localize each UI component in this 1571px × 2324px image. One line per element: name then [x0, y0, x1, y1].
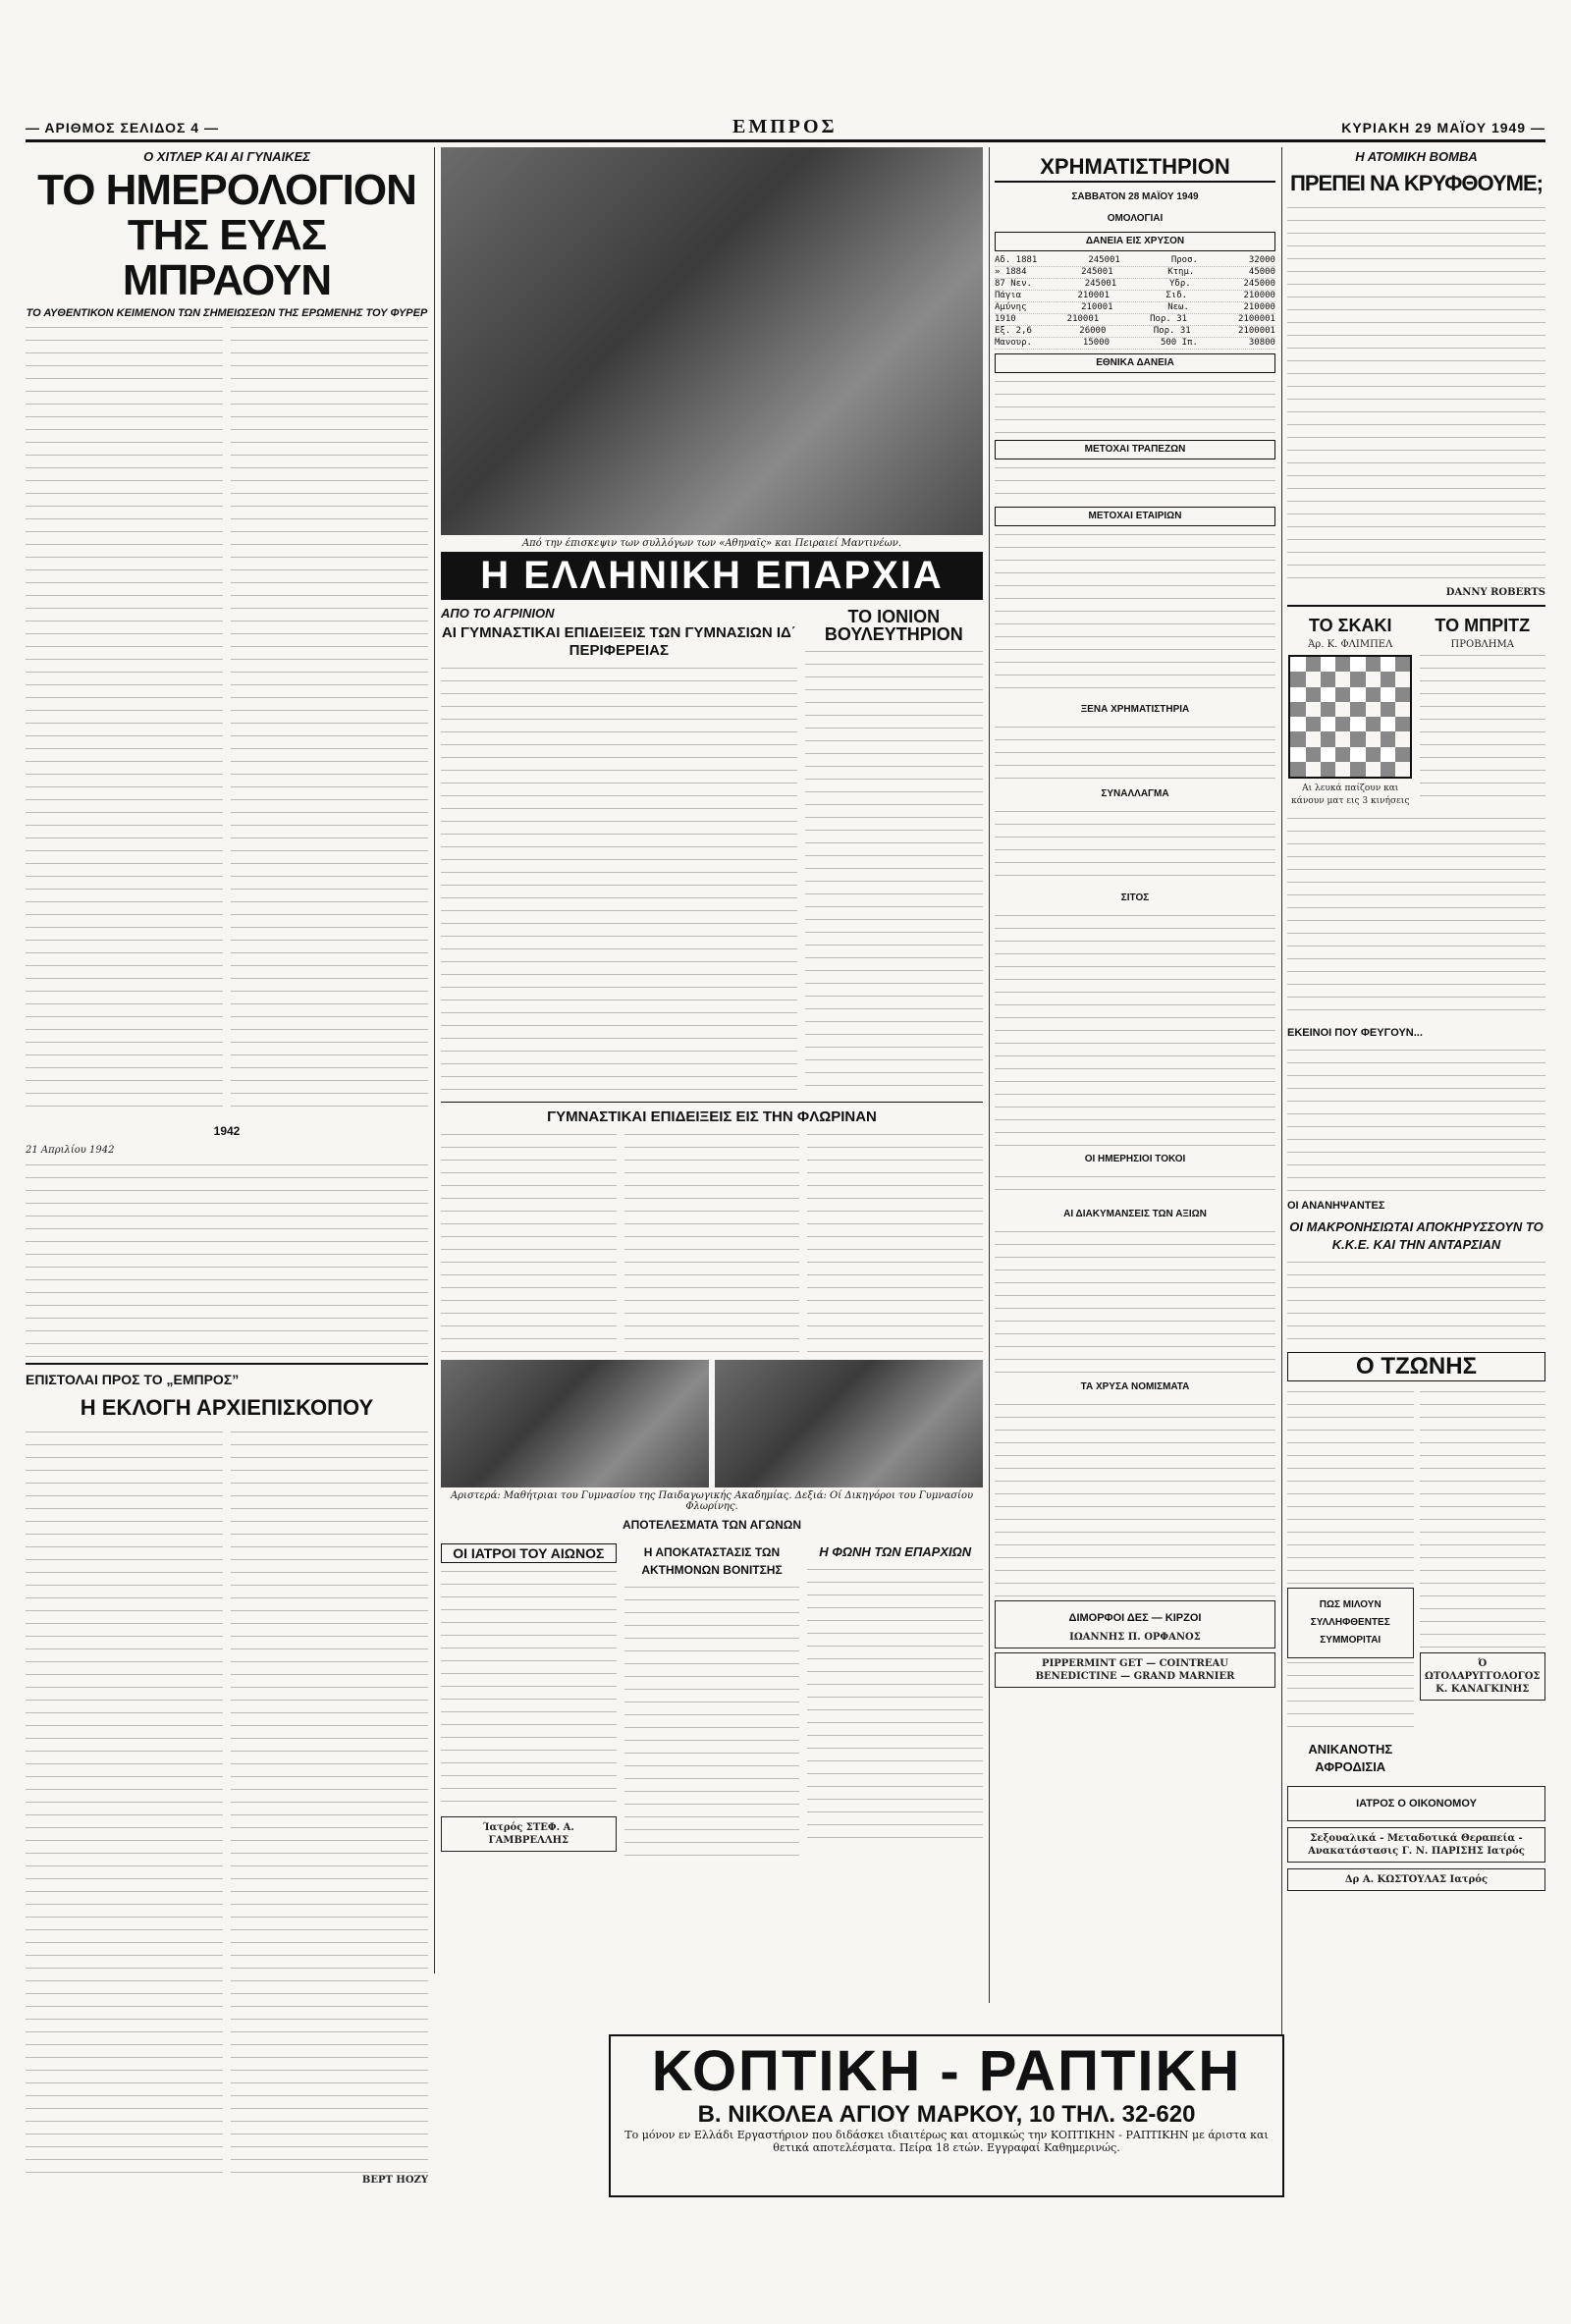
section-banner: Η ΕΛΛΗΝΙΚΗ ΕΠΑΡΧΙΑ: [441, 552, 983, 600]
bonds-heading: ΟΜΟΛΟΓΙΑΙ: [1107, 213, 1164, 224]
text-block: [1287, 1046, 1545, 1193]
photo-caption: Αριστερά: Μαθήτριαι του Γυμνασίου της Παιδαγωγικής Ακαδημίας. Δεξιά: Οί Δικηγόροι του Γυμνασίου Φλωρίνης.: [450, 1490, 974, 1512]
doctors-headline: ΟΙ ΙΑΤΡΟΙ ΤΟΥ ΑΙΩΝΟΣ: [441, 1543, 617, 1563]
article-headline: ΠΡΕΠΕΙ ΝΑ ΚΡΥΦΘΟΥΜΕ;: [1290, 171, 1543, 195]
chess-board: [1288, 655, 1412, 779]
agrinio-headline: ΑΙ ΓΥΜΝΑΣΤΙΚΑΙ ΕΠΙΔΕΙΞΕΙΣ ΤΩΝ ΓΥΜΝΑΣΙΩΝ ΙΔ΄ ΠΕΡΙΦΕΡΕΙΑΣ: [441, 624, 796, 659]
text-block: [1287, 1387, 1414, 1584]
text-block: [995, 1400, 1275, 1596]
page-number: — ΑΡΙΘΜΟΣ ΣΕΛΙΔΟΣ 4 —: [26, 120, 219, 135]
text-block: [995, 723, 1275, 782]
text-block: [807, 1565, 983, 1850]
text-block: [995, 911, 1275, 1147]
chess-author: Άρ. Κ. ΦΛΙΜΠΕΛ: [1308, 639, 1393, 650]
text-block: [26, 1161, 428, 1357]
photo-caption: Από την έπισκεψιν των συλλόγων των «Αθηναϊς» και Πειραιεί Μαντινέων.: [521, 538, 902, 549]
students-photo: [715, 1360, 983, 1487]
text-column: [26, 323, 223, 1118]
letters-headline: Η ΕΚΛΟΓΗ ΑΡΧΙΕΠΙΣΚΟΠΟΥ: [80, 1395, 374, 1420]
text-block: [995, 807, 1275, 886]
provinces-voice-headline: Η ΦΩΝΗ ΤΩΝ ΕΠΑΡΧΙΩΝ: [819, 1544, 972, 1559]
table-row: Εξ. 2,6 26000 Πορ. 31 2100001: [995, 326, 1275, 336]
doctor-ad-text: Ίατρός ΣΤΕΦ. Α. ΓΑΜΒΡΕΛΛΗΣ: [482, 1822, 574, 1846]
table-row: » 1884 245001 Κτημ. 45000: [995, 267, 1275, 277]
column-rule: [1281, 147, 1282, 2160]
arrested-box: [1287, 1588, 1414, 1658]
group-photo: [441, 147, 983, 535]
table-row: Αδ. 1881 245001 Προσ. 32000: [995, 255, 1275, 265]
ionian-headline: ΤΟ ΙΟΝΙΟΝ ΒΟΥΛΕΥΤΗΡΙΟΝ: [824, 607, 963, 644]
text-column: [231, 323, 428, 1118]
text-block: [807, 1130, 983, 1356]
province-top: [441, 604, 983, 1096]
bridge-title: ΤΟ ΜΠΡΙΤΖ: [1435, 616, 1531, 635]
letters-body: [26, 1428, 428, 2174]
kostoulas-ad-text: Δρ Α. ΚΩΣΤΟΥΛΑΣ Ιατρός: [1344, 1874, 1489, 1885]
games-row: [1287, 613, 1545, 808]
article-body: [26, 323, 428, 1118]
text-block: [1420, 1387, 1546, 1652]
gold-coins-heading: ΤΑ ΧΡΥΣΑ ΝΟΜΙΣΜΑΤΑ: [1080, 1381, 1190, 1392]
economou-ad: [1287, 1786, 1545, 1821]
signature: ΒΕΡΤ ΗΟΖΥ: [361, 2175, 428, 2186]
article-headline: ΤΟ ΗΜΕΡΟΛΟΓΙΟΝ ΤΗΣ ΕΥΑΣ ΜΠΡΑΟΥΝ: [37, 166, 416, 304]
doctor-ad-2-name: ΙΩΑΝΝΗΣ Π. ΟΡΦΑΝΟΣ: [1069, 1632, 1201, 1643]
vonitsa-article: [624, 1540, 800, 1858]
company-shares-heading: ΜΕΤΟΧΑΙ ΕΤΑΙΡΙΩΝ: [995, 507, 1275, 526]
text-block: [1287, 1258, 1545, 1346]
exchange-title: ΧΡΗΜΑΤΙΣΤΗΡΙΟΝ: [995, 153, 1275, 183]
ent-doctor-ad: [1420, 1652, 1546, 1701]
text-block: [995, 1172, 1275, 1202]
chess-title: ΤΟ ΣΚΑΚΙ: [1309, 616, 1392, 635]
table-block: [995, 530, 1275, 697]
ionian-article: [805, 604, 983, 1096]
table-block: [995, 377, 1275, 436]
tailoring-ad-address: Β. ΝΙΚΟΛΕΑ ΑΓΙΟΥ ΜΑΡΚΟΥ, 10 ΤΗΛ. 32-620: [697, 2101, 1196, 2128]
arrested-box-title: ΠΩΣ ΜΙΛΟΥΝ ΣΥΛΛΗΦΘΕΝΤΕΣ ΣΥΜΜΟΡΙΤΑΙ: [1310, 1599, 1390, 1646]
dateline: 1942: [213, 1124, 241, 1138]
national-loans-heading: ΕΘΝΙΚΑ ΔΑΝΕΙΑ: [995, 353, 1275, 373]
bridge-section: [1420, 613, 1546, 808]
doctor-ad-2-title: ΔΙΜΟΡΦΟΙ ΔΕΣ — ΚΙΡΖΟΙ: [1068, 1612, 1202, 1624]
florina-row: [441, 1130, 983, 1356]
table-row: 1910 210001 Πορ. 31 2100001: [995, 314, 1275, 324]
section-label: ΑΠΟ ΤΟ ΑΓΡΙΝΙΟΝ: [441, 606, 555, 621]
dateline-2: 21 Απριλίου 1942: [26, 1145, 115, 1156]
vonitsa-headline: Η ΑΠΟΚΑΤΑΣΤΑΣΙΣ ΤΩΝ ΑΚΤΗΜΟΝΩΝ ΒΟΝΙΤΣΗΣ: [641, 1545, 783, 1577]
provinces-voice-article: [807, 1540, 983, 1858]
daily-interest-heading: ΟΙ ΗΜΕΡΗΣΙΟΙ ΤΟΚΟΙ: [1084, 1154, 1186, 1164]
column-greek-province: [441, 147, 983, 2189]
letters-section-title: ΕΠΙΣΤΟΛΑΙ ΠΡΟΣ ΤΟ „ΕΜΠΡΟΣ”: [26, 1372, 240, 1387]
text-block: [624, 1130, 800, 1356]
text-block: [441, 1130, 617, 1356]
table-block: [995, 463, 1275, 503]
bridge-diagram: [1420, 651, 1546, 798]
results-headline: ΑΠΟΤΕΛΕΣΜΑΤΑ ΤΩΝ ΑΓΩΝΩΝ: [622, 1518, 802, 1532]
text-block: [624, 1583, 800, 1858]
departing-heading: ΕΚΕΙΝΟΙ ΠΟΥ ΦΕΥΓΟΥΝ...: [1287, 1027, 1423, 1039]
article-kicker: Ο ΧΙΤΛΕΡ ΚΑΙ ΑΙ ΓΥΝΑΙΚΕΣ: [143, 149, 310, 164]
agrinio-article: [441, 604, 797, 1096]
liqueur-ad-text: PIPPERMINT GET — COINTREAU BENEDICTINE — GRAND MARNIER: [1035, 1658, 1235, 1682]
table-row: Μανουρ. 15000 500 Ιπ. 30800: [995, 338, 1275, 348]
column-rule: [989, 147, 990, 2003]
foreign-exchanges-heading: ΞΕΝΑ ΧΡΗΜΑΤΙΣΤΗΡΙΑ: [1080, 704, 1190, 715]
liqueur-ad: [995, 1652, 1275, 1688]
recovered-heading: ΟΙ ΑΝΑΝΗΨΑΝΤΕΣ: [1287, 1200, 1385, 1212]
text-column: [26, 1428, 223, 2174]
text-block: [441, 1567, 617, 1812]
chess-note: Αι λευκά παίζουν και κάνουν ματ εις 3 κινήσεις: [1291, 784, 1410, 806]
makronisos-headline: ΟΙ ΜΑΚΡΟΝΗΣΙΩΤΑΙ ΑΠΟΚΗΡΥΣΣΟΥΝ ΤΟ Κ.Κ.Ε. ΚΑΙ ΤΗΝ ΑΝΤΑΡΣΙΑΝ: [1289, 1219, 1544, 1252]
students-photo: [441, 1360, 709, 1487]
tailoring-ad-note: Το μόνον εν Ελλάδι Εργαστήριον που διδάσκει ιδιαιτέρως και ατομικώς την ΚΟΠΤΙΚΗΝ - ΡΑΠΤΙΚΗΝ με άριστα και θετικά αποτελέσματα. Πείρα 18 ετών. Εγγραφαί Καθημερινώς.: [624, 2129, 1269, 2154]
tailoring-ad: [609, 2034, 1284, 2197]
gold-loans-heading: ΔΑΝΕΙΑ ΕΙΣ ΧΡΥΣΟΝ: [995, 232, 1275, 251]
impotence-ad: ΑΝΙΚΑΝΟΤΗΣ ΑΦΡΟΔΙΣΙΑ: [1308, 1742, 1393, 1774]
doctors-article: [441, 1540, 617, 1858]
text-block: [1287, 814, 1545, 1020]
kostoulas-ad: [1287, 1868, 1545, 1891]
bottom-row: [1287, 1387, 1545, 1780]
table-row: Αμύνης 210001 Νεω. 210000: [995, 302, 1275, 312]
text-block: [805, 647, 983, 1089]
divider: [26, 1363, 428, 1365]
wheat-heading: ΣΙΤΟΣ: [1120, 892, 1150, 903]
column-atomic-bomb: [1287, 147, 1545, 2180]
issue-date: ΚΥΡΙΑΚΗ 29 ΜΑΪΟΥ 1949 —: [1341, 120, 1545, 135]
text-block: [441, 664, 797, 1096]
florina-photos: [441, 1360, 983, 1487]
masthead: [26, 116, 1545, 142]
signature: DANNY ROBERTS: [1445, 587, 1545, 598]
bank-shares-heading: ΜΕΤΟΧΑΙ ΤΡΑΠΕΖΩΝ: [995, 440, 1275, 459]
text-column: [231, 1428, 428, 2174]
exchange-date: ΣΑΒΒΑΤΟΝ 28 ΜΑΪΟΥ 1949: [1071, 191, 1199, 202]
bonds-table: [995, 255, 1275, 350]
bridge-subtitle: ΠΡΟΒΛΗΜΑ: [1450, 639, 1514, 650]
tzonis-headline: Ο ΤΖΩΝΗΣ: [1287, 1352, 1545, 1381]
column-eva-braun: [26, 147, 428, 2186]
value-fluctuations-heading: ΑΙ ΔΙΑΚΥΜΑΝΣΕΙΣ ΤΩΝ ΑΞΙΩΝ: [1063, 1209, 1207, 1219]
province-bottom: [441, 1540, 983, 1858]
text-block: [1287, 203, 1545, 586]
parisis-ad: [1287, 1827, 1545, 1863]
table-row: 87 Νεν. 245001 Υδρ. 245000: [995, 279, 1275, 289]
newspaper-title: ΕΜΠΡΟΣ: [732, 116, 838, 137]
doctor-ad: [441, 1816, 617, 1852]
column-rule: [434, 147, 435, 1973]
divider: [1287, 605, 1545, 607]
column-stock-exchange: [995, 147, 1275, 2023]
right-stack: [1420, 1387, 1546, 1780]
article-subheadline: ΤΟ ΑΥΘΕΝΤΙΚΟΝ ΚΕΙΜΕΝΟΝ ΤΩΝ ΣΗΜΕΙΩΣΕΩΝ ΤΗΣ ΕΡΩΜΕΝΗΣ ΤΟΥ ΦΥΡΕΡ: [26, 307, 428, 319]
table-block: [995, 1227, 1275, 1375]
text-block: [1287, 1658, 1414, 1737]
doctor-ad-2: [995, 1600, 1275, 1648]
divider: [441, 1102, 983, 1103]
tailoring-ad-title: ΚΟΠΤΙΚΗ - ΡΑΠΤΙΚΗ: [651, 2039, 1242, 2103]
chess-section: [1287, 613, 1414, 808]
table-row: Πάγια 210001 Σιδ. 210000: [995, 291, 1275, 300]
ent-doctor-ad-text: Ό ΩΤΟΛΑΡΥΓΓΟΛΟΓΟΣ Κ. ΚΑΝΑΓΚΙΝΗΣ: [1425, 1658, 1541, 1695]
currency-heading: ΣΥΝΑΛΛΑΓΜΑ: [1101, 788, 1169, 799]
parisis-ad-text: Σεξουαλικά - Μεταδοτικά Θεραπεία - Ανακατάστασις Γ. Ν. ΠΑΡΙΣΗΣ Ιατρός: [1308, 1833, 1525, 1857]
florina-headline: ΓΥΜΝΑΣΤΙΚΑΙ ΕΠΙΔΕΙΞΕΙΣ ΕΙΣ ΤΗΝ ΦΛΩΡΙΝΑΝ: [547, 1108, 877, 1125]
economou-ad-text: ΙΑΤΡΟΣ Ο ΟΙΚΟΝΟΜΟΥ: [1356, 1798, 1477, 1810]
article-kicker: Η ΑΤΟΜΙΚΗ ΒΟΜΒΑ: [1355, 149, 1478, 164]
left-stack: [1287, 1387, 1414, 1780]
